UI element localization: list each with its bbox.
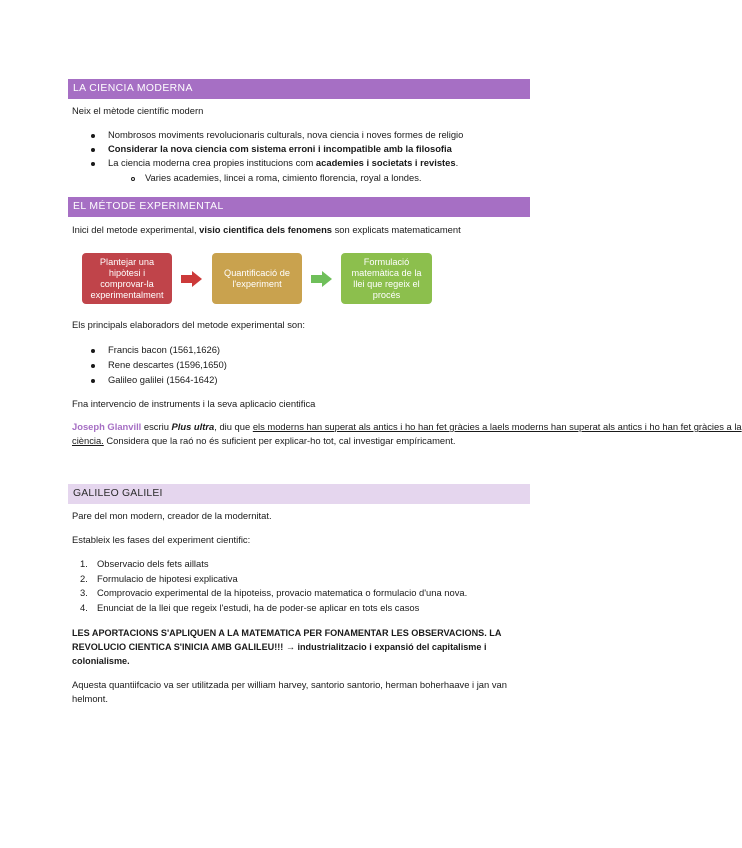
text: escriu (141, 421, 172, 432)
underlined-text: els moderns han superat als antics i ho han fet gràcies a laels moderns han superat als antics i ho han fet gràcies a la (252, 421, 742, 432)
book-title: Plus ultra (171, 421, 215, 432)
list-item (108, 156, 458, 170)
bold-statement-line3: colonialisme. (72, 656, 130, 666)
bullet-dot (91, 364, 95, 368)
bullet-dot (91, 162, 95, 166)
list-item: Francis bacon (1561,1626) (108, 344, 221, 355)
bullet-dot (91, 349, 95, 353)
bullet-dot (91, 134, 95, 138)
bold-statement-line1: LES APORTACIONS S'APLIQUEN A LA MATEMATICA PER FONAMENTAR LES OBSERVACIONS. LA (72, 628, 502, 638)
list-item: Considerar la nova ciencia com sistema erroni i incompatible amb la filosofia (108, 143, 452, 154)
flow-step-formulation (341, 253, 432, 304)
bullet-dot (91, 379, 95, 383)
list-item-text: La ciencia moderna crea propies institucions com (108, 157, 316, 168)
list-item: Galileo galilei (1564-1642) (108, 374, 218, 385)
paragraph-intro: Pare del mon modern, creador de la modernitat. (72, 510, 272, 521)
flow-step-text: Quantificació de l'experiment (224, 267, 290, 289)
text: , diu que (214, 421, 253, 432)
list-number: 1. (80, 558, 88, 569)
underlined-text: ciència. (72, 435, 104, 446)
paragraph-closing-line2: helmont. (72, 693, 108, 704)
section-header-ciencia-moderna (68, 79, 530, 99)
list-number: 4. (80, 602, 88, 613)
paragraph-elaborators-intro: Els principals elaboradors del metode experimental son: (72, 319, 305, 330)
list-item: Comprovacio experimental de la hipoteiss, provacio matematica o formulacio d'una nova. (97, 587, 468, 598)
text: industrialitzacio i expansió del capitalisme i (294, 642, 487, 652)
flow-step-hypothesis (82, 253, 172, 304)
paragraph-closing-line1: Aquesta quantiifcacio va ser utilitzada per william harvey, santorio santorio, herman boherhaave i jan van (72, 679, 507, 690)
bold-statement-line2 (72, 640, 530, 654)
bold-text: visio cientifica dels fenomens (199, 224, 333, 235)
section-header-text: LA CIENCIA MODERNA (73, 83, 193, 94)
section-header-galileo (68, 484, 530, 504)
author-name: Joseph Glanvill (72, 421, 142, 432)
sub-list-item: Varies academies, lincei a roma, cimiento florencia, royal a londes. (145, 172, 422, 183)
text: Inici del metode experimental, (72, 224, 200, 235)
paragraph-instruments: Fna intervencio de instruments i la seva aplicacio cientifica (72, 398, 316, 409)
text: REVOLUCIO CIENTICA S'INICIA AMB GALILEU!!! (72, 642, 284, 652)
arrow-right-icon (181, 271, 202, 287)
paragraph-phases-intro: Estableix les fases del experiment cientific: (72, 534, 251, 545)
paragraph-glanvill (72, 420, 742, 434)
section-header-metode-experimental (68, 197, 530, 217)
text: Considera que la raó no és suficient per explicar-ho tot, cal investigar empíricament. (103, 435, 456, 446)
list-item-end: . (455, 157, 459, 168)
flow-step-text: Formulació matemàtica de la llei que regeix el procés (351, 256, 422, 300)
arrow-right-icon: → (285, 642, 295, 652)
list-item: Formulacio de hipotesi explicativa (97, 573, 238, 584)
flow-step-quantification (212, 253, 302, 304)
section-header-text: GALILEO GALILEI (73, 488, 163, 499)
sub-bullet-circle (131, 177, 135, 181)
paragraph-intro (72, 223, 530, 237)
paragraph-intro: Neix el mètode científic modern (72, 105, 204, 116)
list-item-bold: academies i societats i revistes (315, 157, 456, 168)
list-item: Rene descartes (1596,1650) (108, 359, 227, 370)
list-item: Observacio dels fets aillats (97, 558, 209, 569)
flow-step-text: Plantejar una hipòtesi i comprovar-la experimentalment (90, 256, 164, 300)
paragraph-glanvill-line2 (72, 434, 530, 448)
bullet-dot (91, 148, 95, 152)
list-number: 2. (80, 573, 88, 584)
text: son explicats matematicament (332, 224, 461, 235)
arrow-right-icon (311, 271, 332, 287)
list-item: Nombrosos moviments revolucionaris culturals, nova ciencia i noves formes de religio (108, 129, 464, 140)
list-item: Enunciat de la llei que regeix l'estudi, ha de poder-se aplicar en tots els casos (97, 602, 420, 613)
list-number: 3. (80, 587, 88, 598)
section-header-text: EL MÉTODE EXPERIMENTAL (73, 201, 224, 212)
